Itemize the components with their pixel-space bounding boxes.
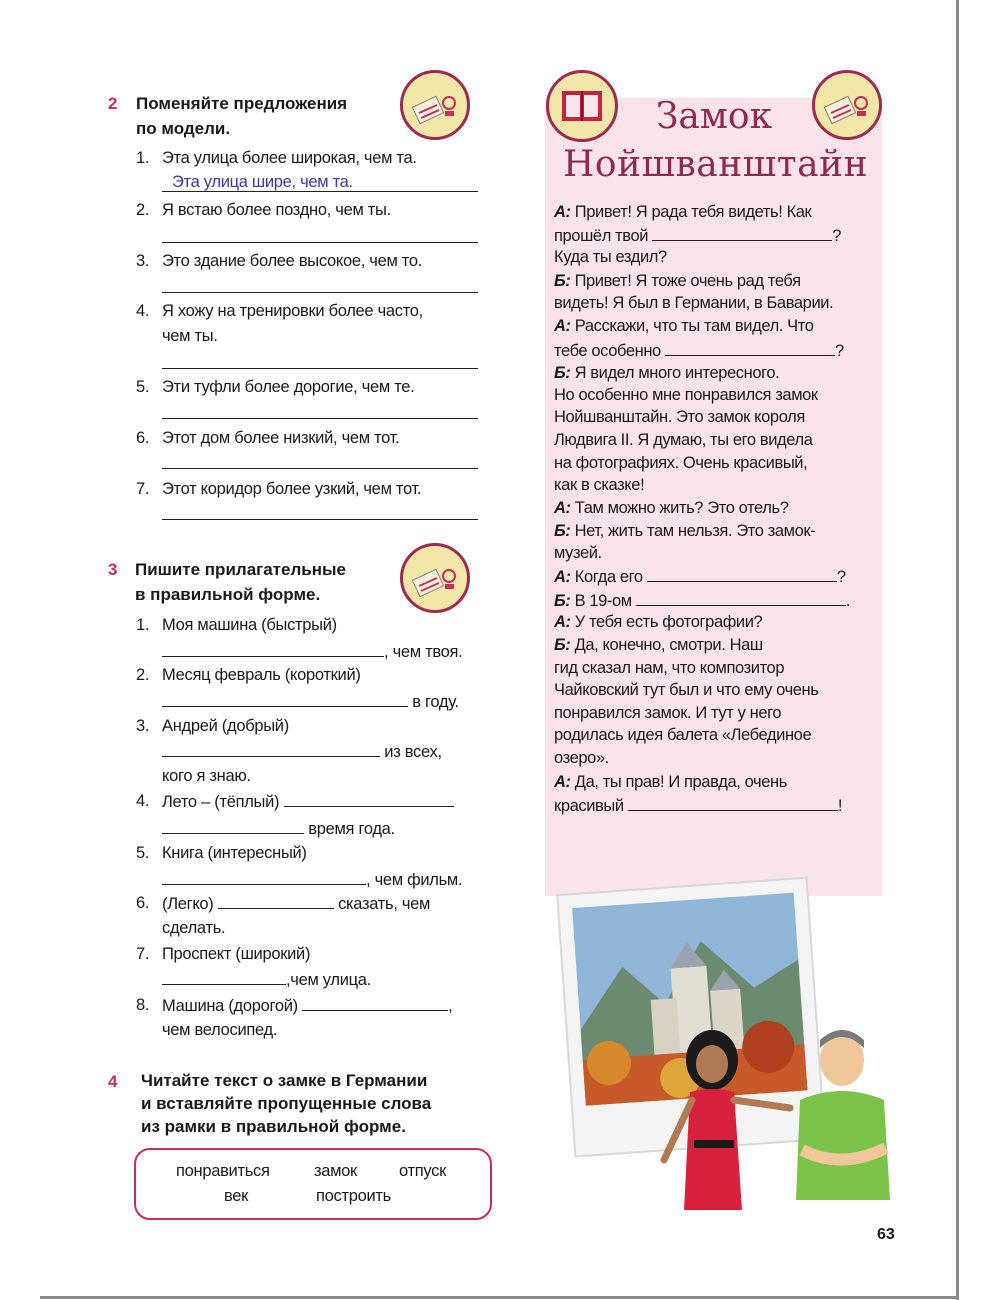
dialogue-line: [554, 386, 818, 405]
characters-illustration: [650, 1020, 900, 1230]
page-edge-bottom: [40, 1296, 959, 1299]
pencil-notebook-icon: [400, 543, 470, 613]
dialogue-line: [554, 272, 801, 291]
dialogue-text-span: как в сказке!: [554, 476, 645, 494]
page-edge-right: [956, 0, 959, 1300]
ex3-blank-4b[interactable]: [162, 819, 304, 834]
panel-title-line2: Нойшванштайн: [563, 144, 869, 185]
exercise-4-number: 4: [108, 1072, 118, 1091]
dialogue-text-span: В 19-ом: [570, 592, 636, 610]
book-icon: [546, 70, 618, 142]
dialogue-blank[interactable]: [647, 567, 837, 582]
word-box: [134, 1148, 492, 1220]
exercise-2-number: 2: [108, 94, 118, 113]
ex2-item-4-cont: чем ты.: [162, 327, 218, 345]
dialogue-line: [554, 203, 811, 222]
speaker-label: А:: [554, 499, 571, 517]
dialogue-text-span: Когда его: [570, 568, 647, 586]
speaker-label: А:: [554, 773, 571, 791]
exercise-3-title-line1: Пишите прилагательные: [135, 560, 346, 579]
dialogue-text-span: Там можно жить? Это отель?: [570, 499, 789, 517]
dialogue-text-span: Да, конечно, смотри. Наш: [570, 636, 763, 654]
ex3-item-3-line2: из всех,: [162, 742, 442, 762]
exercise-2-title-line1: Поменяйте предложения: [136, 94, 348, 113]
pencil-notebook-icon: [400, 70, 470, 140]
exercise-4-title-line3: из рамки в правильной форме.: [141, 1117, 406, 1136]
ex3-item-1-line2: , чем твоя.: [162, 642, 462, 662]
dialogue-punct: ?: [832, 227, 842, 245]
ex3-blank-4a[interactable]: [284, 792, 454, 807]
dialogue-text-span: Людвига II. Я думаю, ты его видела: [554, 431, 813, 449]
dialogue-text-span: Да, ты прав! И правда, очень: [570, 773, 787, 791]
dialogue-line: [554, 431, 813, 450]
speaker-label: А:: [554, 613, 571, 631]
dialogue-text-span: Привет! Я тоже очень рад тебя: [570, 272, 801, 290]
ex3-item-5-line2: , чем фильм.: [162, 870, 462, 890]
dialogue-punct: ?: [836, 568, 846, 586]
dialogue-punct: !: [837, 797, 843, 815]
dialogue-text-span: озеро».: [554, 749, 609, 767]
dialogue-text-span: красивый: [554, 797, 628, 815]
ex2-answer-line-3[interactable]: [162, 292, 478, 293]
dialogue-line: [554, 636, 763, 655]
dialogue-text-span: Нет, жить там нельзя. Это замок-: [570, 522, 816, 540]
dialogue-line: [554, 544, 602, 563]
dialogue-text-span: прошёл твой: [554, 227, 653, 245]
ex3-blank-5[interactable]: [162, 870, 366, 885]
dialogue-line: [554, 454, 807, 473]
dialogue-line: [554, 317, 814, 336]
ex3-item-6-line2: сделать.: [162, 919, 226, 937]
dialogue-text-span: Нойшванштайн. Это замок короля: [554, 408, 805, 426]
dialogue-blank[interactable]: [652, 226, 832, 241]
exercise-3-title: [135, 557, 346, 607]
dialogue-line: [554, 341, 844, 361]
dialogue-line: [554, 294, 833, 313]
dialogue-text-span: Я видел много интересного.: [570, 364, 780, 382]
dialogue-line: [554, 726, 811, 745]
dialogue-line: [554, 408, 805, 427]
dialogue-line: [554, 248, 667, 267]
dialogue-punct: .: [845, 592, 851, 610]
dialogue-line: [554, 704, 781, 723]
word-box-item: построить: [316, 1187, 391, 1205]
dialogue-punct: ?: [835, 342, 844, 360]
speaker-label: А:: [554, 317, 571, 335]
ex2-answer-line-2[interactable]: [162, 242, 478, 243]
exercise-4-title-line1: Читайте текст о замке в Германии: [141, 1071, 428, 1090]
word-box-item: отпуск: [399, 1162, 447, 1180]
exercise-4-title-line2: и вставляйте пропущенные слова: [141, 1094, 432, 1113]
dialogue-text-span: Расскажи, что ты там видел. Что: [570, 317, 814, 335]
dialogue-line: [554, 659, 784, 678]
dialogue-text-span: родилась идея балета «Лебединое: [554, 726, 812, 744]
dialogue-line: [554, 567, 846, 587]
ex2-item-1-answer: Эта улица шире, чем та.: [172, 173, 353, 191]
dialogue-text-span: на фотографиях. Очень красивый,: [554, 454, 808, 472]
ex3-blank-7[interactable]: [162, 970, 286, 985]
ex3-blank-6[interactable]: [218, 894, 334, 909]
word-box-item: замок: [314, 1162, 357, 1180]
ex2-answer-line-4[interactable]: [162, 368, 478, 369]
speaker-label: Б:: [554, 592, 571, 610]
exercise-2-title-line2: по модели.: [136, 119, 231, 138]
page-number: 63: [877, 1226, 895, 1243]
dialogue-line: [554, 499, 788, 518]
dialogue-text-span: тебе особенно: [554, 342, 666, 360]
ex3-blank-3[interactable]: [162, 742, 380, 757]
speaker-label: А:: [554, 568, 571, 586]
dialogue-line: [554, 749, 609, 768]
dialogue-text-span: У тебя есть фотографии?: [570, 613, 763, 631]
dialogue-text-span: гид сказал нам, что композитор: [554, 659, 785, 677]
dialogue-text-span: понравился замок. И тут у него: [554, 704, 782, 722]
exercise-3-number: 3: [108, 560, 118, 579]
dialogue-line: [554, 226, 841, 246]
dialogue-line: [554, 796, 842, 816]
ex2-answer-line-7[interactable]: [162, 519, 478, 520]
speaker-label: Б:: [554, 522, 571, 540]
exercise-4-title: [141, 1069, 431, 1138]
ex2-answer-line-1[interactable]: [162, 191, 478, 192]
ex3-item-2-line2: в году.: [162, 692, 459, 712]
speaker-label: А:: [554, 203, 571, 221]
ex3-item-7-line2: ,чем улица.: [162, 970, 371, 990]
ex3-item-4-line2: время года.: [162, 819, 395, 839]
dialogue-text-span: Куда ты ездил?: [554, 248, 667, 266]
dialogue-line: [554, 681, 818, 700]
ex3-blank-8[interactable]: [302, 996, 448, 1011]
ex2-answer-line-5[interactable]: [162, 418, 478, 419]
dialogue-text-span: Но особенно мне понравился замок: [554, 386, 818, 404]
exercise-3-title-line2: в правильной форме.: [135, 585, 321, 604]
ex3-item-8-line2: чем велосипед.: [162, 1021, 278, 1039]
ex2-answer-line-6[interactable]: [162, 468, 478, 469]
dialogue-blank[interactable]: [636, 591, 846, 606]
dialogue-text-span: Чайковский тут был и что ему очень: [554, 681, 819, 699]
exercise-2-title: [136, 91, 347, 141]
panel-title-line1: Замок: [656, 96, 773, 137]
dialogue-text-span: видеть! Я был в Германии, в Баварии.: [554, 294, 834, 312]
dialogue-text-span: Привет! Я рада тебя видеть! Как: [570, 203, 812, 221]
ex3-blank-1[interactable]: [162, 642, 384, 657]
dialogue-line: [554, 591, 850, 611]
dialogue-text-span: музей.: [554, 544, 602, 562]
ex3-blank-2[interactable]: [162, 692, 408, 707]
dialogue-line: [554, 476, 644, 495]
dialogue-blank[interactable]: [628, 796, 838, 811]
ex3-item-3-line3: кого я знаю.: [162, 767, 251, 785]
dialogue-blank[interactable]: [665, 341, 835, 356]
speaker-label: Б:: [554, 364, 571, 382]
speaker-label: Б:: [554, 636, 571, 654]
dialogue-line: [554, 522, 815, 541]
dialogue-line: [554, 773, 787, 792]
dialogue-line: [554, 613, 762, 632]
dialogue-line: [554, 364, 779, 383]
speaker-label: Б:: [554, 272, 571, 290]
word-box-item: век: [224, 1187, 249, 1205]
word-box-item: понравиться: [176, 1162, 270, 1180]
pencil-notebook-icon: [812, 70, 882, 140]
